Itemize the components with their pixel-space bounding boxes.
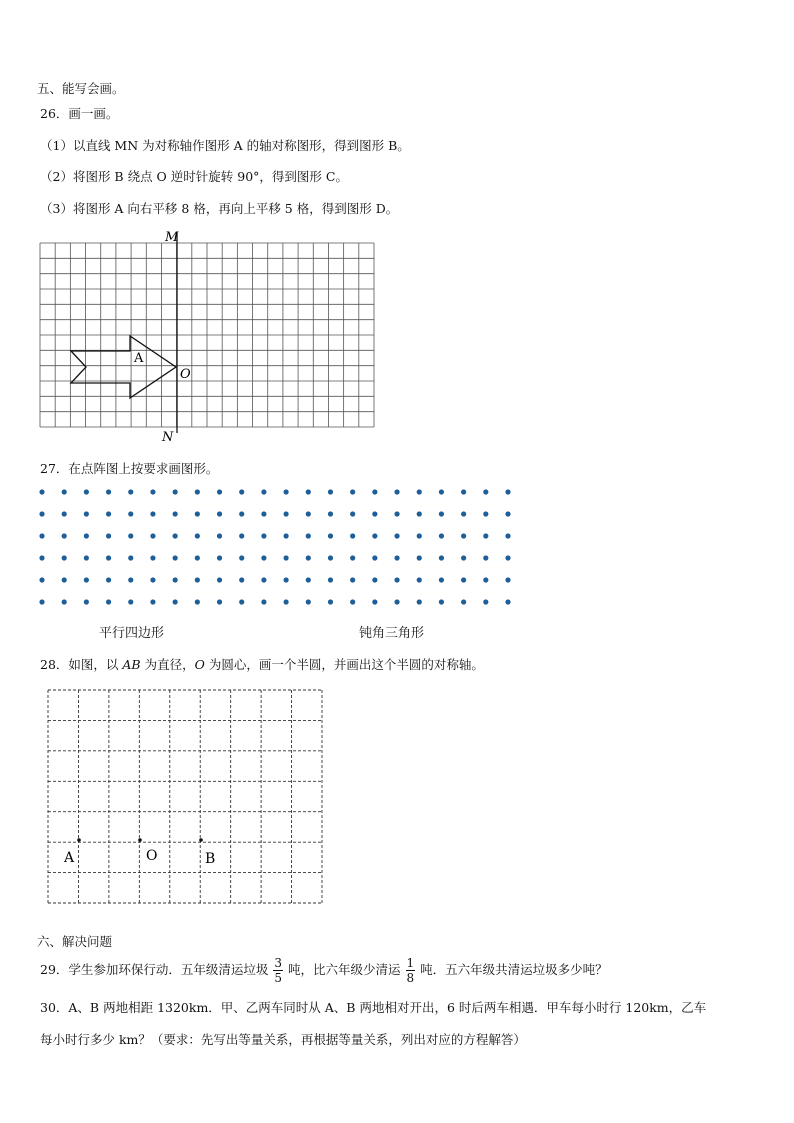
lattice-dot: [217, 577, 222, 582]
lattice-dot: [417, 489, 422, 494]
lattice-dot: [283, 577, 288, 582]
lattice-dot: [217, 511, 222, 516]
lattice-dot: [62, 577, 67, 582]
lattice-dot: [483, 577, 488, 582]
lattice-dot: [195, 599, 200, 604]
lattice-dot: [261, 577, 266, 582]
point-b: [199, 838, 203, 842]
lattice-dot: [483, 533, 488, 538]
lattice-dot: [372, 577, 377, 582]
lattice-dot: [239, 555, 244, 560]
fraction-three-fifths: $\frac{3}{5}$: [274, 956, 283, 985]
lattice-dot: [106, 577, 111, 582]
lattice-dot: [483, 555, 488, 560]
lattice-dot: [239, 489, 244, 494]
dot-lattice: [0, 480, 794, 610]
label-m: M: [165, 230, 179, 245]
lattice-dot: [283, 533, 288, 538]
lattice-dot: [84, 533, 89, 538]
label-o: O: [180, 367, 191, 382]
lattice-dot: [39, 599, 44, 604]
lattice-dot: [505, 577, 510, 582]
lattice-dot: [39, 555, 44, 560]
lattice-dot: [261, 511, 266, 516]
lattice-dot: [439, 577, 444, 582]
lattice-dot: [261, 555, 266, 560]
lattice-dot: [106, 489, 111, 494]
lattice-dot: [84, 555, 89, 560]
lattice-dot: [505, 599, 510, 604]
lattice-dot: [328, 599, 333, 604]
lattice-dot: [372, 511, 377, 516]
q26-item-1: （1）以直线 MN 为对称轴作图形 A 的轴对称图形，得到图形 B。: [40, 138, 410, 153]
lattice-dot: [306, 555, 311, 560]
lattice-dot: [62, 489, 67, 494]
lattice-dot: [173, 489, 178, 494]
lattice-dot: [439, 511, 444, 516]
lattice-dot: [173, 511, 178, 516]
lattice-dot: [328, 489, 333, 494]
lattice-dot: [39, 577, 44, 582]
lattice-dot: [39, 511, 44, 516]
lattice-dot: [128, 533, 133, 538]
lattice-dot: [283, 489, 288, 494]
lattice-dot: [173, 533, 178, 538]
caption-parallelogram: 平行四边形: [99, 626, 165, 641]
q30-line-1: 30．A、B 两地相距 1320km．甲、乙两车同时从 A、B 两地相对开出，6 时后两车相遇．甲车每小时行 120km，乙车: [40, 1000, 707, 1015]
lattice-dot: [461, 599, 466, 604]
label-a-28: A: [64, 850, 75, 866]
lattice-dot: [261, 599, 266, 604]
lattice-dot: [239, 599, 244, 604]
label-a: A: [134, 351, 144, 366]
lattice-dot: [439, 533, 444, 538]
lattice-dot: [39, 489, 44, 494]
lattice-dot: [84, 577, 89, 582]
lattice-dot: [84, 599, 89, 604]
q26-item-2: （2）将图形 B 绕点 O 逆时针旋转 90°，得到图形 C。: [40, 169, 348, 184]
lattice-dot: [195, 533, 200, 538]
section-five-title: 五、能写会画。: [37, 81, 125, 96]
lattice-dot: [195, 577, 200, 582]
lattice-dot: [394, 533, 399, 538]
lattice-dot: [372, 599, 377, 604]
lattice-dot: [150, 533, 155, 538]
lattice-dot: [128, 577, 133, 582]
lattice-dot: [106, 599, 111, 604]
lattice-dot: [350, 577, 355, 582]
lattice-dot: [261, 489, 266, 494]
lattice-dot: [306, 599, 311, 604]
section-six-title: 六、解决问题: [37, 934, 113, 949]
lattice-dot: [283, 511, 288, 516]
lattice-dot: [394, 555, 399, 560]
lattice-dot: [350, 599, 355, 604]
lattice-dot: [106, 533, 111, 538]
q26-title: 26．画一画。: [40, 106, 119, 121]
label-n: N: [162, 430, 174, 445]
lattice-dot: [483, 599, 488, 604]
lattice-dot: [283, 599, 288, 604]
lattice-dot: [505, 533, 510, 538]
lattice-dot: [173, 555, 178, 560]
lattice-dot: [350, 533, 355, 538]
lattice-dot: [84, 511, 89, 516]
lattice-dot: [306, 489, 311, 494]
lattice-dot: [461, 577, 466, 582]
lattice-dot: [150, 555, 155, 560]
lattice-dot: [39, 533, 44, 538]
lattice-dot: [417, 599, 422, 604]
lattice-dot: [439, 599, 444, 604]
lattice-dot: [128, 555, 133, 560]
q29-text: 29．学生参加环保行动．五年级清运垃圾 $\frac{3}{5}$ 吨，比六年级少清运 $\frac{1}{8}$ 吨．五六年级共清运垃圾多少吨？: [40, 956, 608, 985]
lattice-dot: [505, 555, 510, 560]
lattice-dot: [306, 577, 311, 582]
lattice-dot: [483, 511, 488, 516]
lattice-dot: [328, 533, 333, 538]
q26-item-3: （3）将图形 A 向右平移 8 格，再向上平移 5 格，得到图形 D。: [40, 201, 399, 216]
lattice-dot: [239, 511, 244, 516]
lattice-dot: [394, 577, 399, 582]
lattice-dot: [394, 599, 399, 604]
lattice-dot: [350, 555, 355, 560]
fraction-one-eighth: $\frac{1}{8}$: [406, 956, 415, 985]
q30-line-2: 每小时行多少 km？（要求：先写出等量关系，再根据等量关系，列出对应的方程解答）: [40, 1032, 526, 1047]
point-a: [77, 838, 81, 842]
lattice-dot: [106, 555, 111, 560]
lattice-dot: [461, 511, 466, 516]
lattice-dot: [128, 599, 133, 604]
lattice-dot: [394, 489, 399, 494]
label-b-28: B: [205, 851, 216, 867]
lattice-dot: [461, 533, 466, 538]
caption-obtuse-triangle: 钝角三角形: [359, 626, 425, 641]
lattice-dot: [417, 577, 422, 582]
lattice-dot: [150, 489, 155, 494]
lattice-dot: [461, 489, 466, 494]
lattice-dot: [84, 489, 89, 494]
lattice-dot: [283, 555, 288, 560]
lattice-dot: [505, 511, 510, 516]
lattice-dot: [173, 599, 178, 604]
lattice-dot: [306, 533, 311, 538]
lattice-dot: [483, 489, 488, 494]
q28-text: 28．如图，以 AB 为直径，O 为圆心，画一个半圆，并画出这个半圆的对称轴。: [40, 657, 484, 672]
label-o-28: O: [146, 848, 158, 864]
q28-dashed-grid: [0, 680, 794, 910]
lattice-dot: [217, 489, 222, 494]
lattice-dot: [417, 533, 422, 538]
lattice-dot: [62, 555, 67, 560]
lattice-dot: [150, 511, 155, 516]
lattice-dot: [217, 533, 222, 538]
lattice-dot: [372, 533, 377, 538]
lattice-dot: [417, 511, 422, 516]
lattice-dot: [195, 511, 200, 516]
lattice-dot: [62, 599, 67, 604]
lattice-dot: [150, 599, 155, 604]
lattice-dot: [372, 489, 377, 494]
lattice-dot: [372, 555, 377, 560]
lattice-dot: [62, 533, 67, 538]
lattice-dot: [417, 555, 422, 560]
lattice-dot: [217, 599, 222, 604]
lattice-dot: [439, 489, 444, 494]
q27-title: 27．在点阵图上按要求画图形。: [40, 461, 219, 476]
lattice-dot: [195, 489, 200, 494]
lattice-dot: [328, 577, 333, 582]
lattice-dot: [350, 511, 355, 516]
lattice-dot: [394, 511, 399, 516]
lattice-dot: [128, 489, 133, 494]
lattice-dot: [217, 555, 222, 560]
q26-grid-figure: [0, 0, 794, 450]
lattice-dot: [505, 489, 510, 494]
lattice-dot: [239, 533, 244, 538]
lattice-dot: [128, 511, 133, 516]
lattice-dot: [261, 533, 266, 538]
lattice-dot: [439, 555, 444, 560]
lattice-dot: [328, 555, 333, 560]
lattice-dot: [62, 511, 67, 516]
lattice-dot: [239, 577, 244, 582]
point-o: [138, 838, 142, 842]
lattice-dot: [173, 577, 178, 582]
lattice-dot: [328, 511, 333, 516]
shape-a: [71, 336, 176, 398]
lattice-dot: [306, 511, 311, 516]
lattice-dot: [195, 555, 200, 560]
lattice-dot: [461, 555, 466, 560]
lattice-dot: [350, 489, 355, 494]
lattice-dot: [150, 577, 155, 582]
lattice-dot: [106, 511, 111, 516]
